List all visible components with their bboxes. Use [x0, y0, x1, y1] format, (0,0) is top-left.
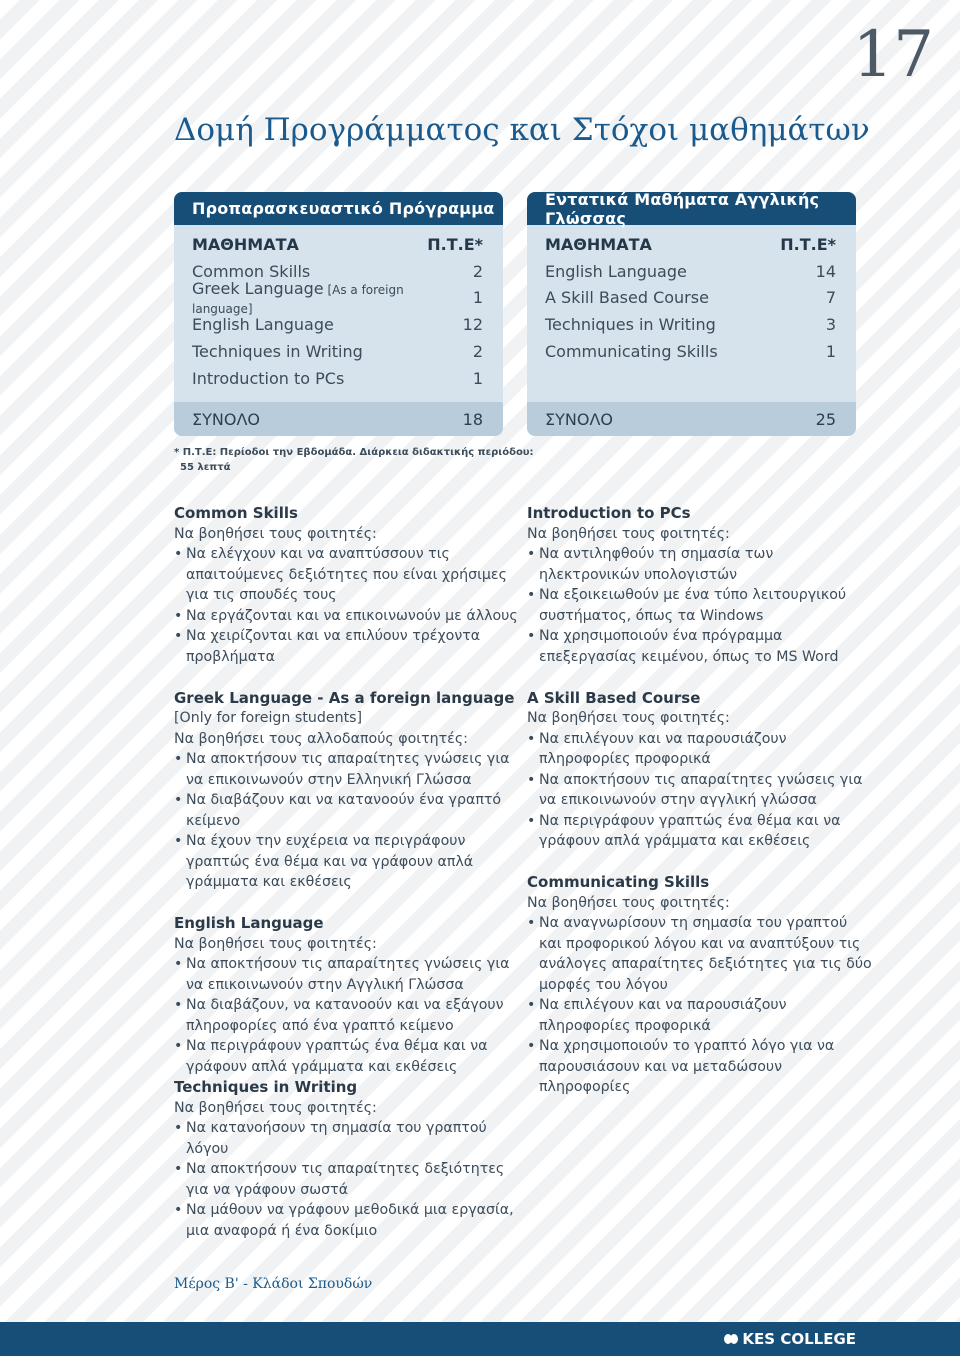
subject-name: Communicating Skills	[545, 342, 718, 362]
list-item: • Να εργάζονται και να επικοινωνούν με άλλους	[174, 606, 519, 627]
subject-name: Techniques in Writing	[192, 342, 363, 362]
section-intro: Να βοηθήσει τους φοιτητές:	[527, 710, 730, 726]
periods-value: 1	[472, 288, 483, 308]
section-caption: Μέρος Β' - Κλάδοι Σπουδών	[174, 1276, 373, 1292]
list-item: • Να επιλέγουν και να παρουσιάζουν πληροφορίες προφορικά	[527, 995, 872, 1036]
table-header: Προπαρασκευαστικό Πρόγραμμα	[174, 192, 503, 225]
list-item: • Να χρησιμοποιούν το γραπτό λόγο για να παρουσιάσουν και να μεταδώσουν πληροφορίες	[527, 1036, 872, 1098]
list-item: • Να περιγράφουν γραπτώς ένα θέμα και να γράφουν απλά γράμματα και εκθέσεις	[527, 811, 872, 852]
section-intro: Να βοηθήσει τους φοιτητές:	[174, 1099, 377, 1116]
total-label: ΣΥΝΟΛΟ	[192, 409, 260, 429]
table-column-headers	[192, 231, 483, 258]
section-title: Greek Language - As a foreign language	[174, 688, 515, 707]
list-item: • Να αναγνωρίσουν τη σημασία του γραπτού και προφορικού λόγου και να αναπτύξουν τις ανάλογες απαραίτητες δεξιότητες για τις δύο μορφές του λόγου	[527, 913, 872, 995]
course-section-communicating-skills	[527, 872, 872, 1098]
list-item: • Να διαβάζουν, να κατανοούν και να εξάγουν πληροφορίες από ένα γραπτό κείμενο	[174, 995, 519, 1036]
subject-note: [As a foreign language]	[192, 283, 404, 316]
list-item: • Να εξοικειωθούν με ένα τύπο λειτουργικού συστήματος, όπως τα Windows	[527, 585, 872, 626]
list-item: • Να έχουν την ευχέρεια να περιγράφουν γραπτώς ένα θέμα και να γράφουν απλά γράμματα και εκθέσεις	[174, 831, 519, 893]
table-total-row	[174, 402, 503, 436]
periods-value: 12	[462, 315, 483, 335]
total-label: ΣΥΝΟΛΟ	[545, 409, 613, 429]
section-intro: Να βοηθήσει τους φοιτητές:	[174, 525, 377, 542]
section-subtitle: [Only for foreign students]	[174, 710, 363, 726]
section-intro: Να βοηθήσει τους φοιτητές:	[527, 525, 730, 542]
table-row	[545, 285, 836, 312]
periods-value: 1	[825, 342, 836, 362]
list-item: • Να αποκτήσουν τις απαραίτητες γνώσεις για να επικοινωνούν στην Αγγλική Γλώσσα	[174, 954, 519, 995]
course-section-introduction-to-pcs	[527, 503, 872, 667]
subject-name: Greek Language [As a foreign language]	[192, 279, 404, 316]
column-subject: ΜΑΘΗΜΑΤΑ	[192, 234, 299, 254]
column-subject: ΜΑΘΗΜΑΤΑ	[545, 234, 652, 254]
section-title: English Language	[174, 914, 324, 932]
logo-mark-icon	[724, 1333, 738, 1345]
footer-bar	[0, 1322, 960, 1356]
course-section-skill-based-course	[527, 688, 872, 852]
table-row	[545, 338, 836, 365]
section-title: Introduction to PCs	[527, 504, 691, 522]
course-section-common-skills	[174, 503, 519, 667]
section-intro: Να βοηθήσει τους αλλοδαπούς φοιτητές:	[174, 730, 468, 747]
list-item: • Να διαβάζουν και να κατανοούν ένα γραπτό κείμενο	[174, 790, 519, 831]
list-item: • Να χειρίζονται και να επιλύουν τρέχοντα προβλήματα	[174, 626, 519, 667]
periods-value: 2	[472, 261, 483, 281]
course-section-techniques-in-writing	[174, 1077, 519, 1241]
list-item: • Να κατανοήσουν τη σημασία του γραπτού λόγου	[174, 1118, 519, 1159]
preparatory-program-table	[174, 192, 503, 436]
column-periods: Π.Τ.Ε*	[427, 234, 483, 254]
section-intro: Να βοηθήσει τους φοιτητές:	[174, 935, 377, 952]
periods-value: 7	[825, 288, 836, 308]
kes-college-logo	[724, 1330, 856, 1348]
footnote	[174, 445, 534, 475]
list-item: • Να ελέγχουν και να αναπτύσσουν τις απαιτούμενες δεξιότητες που είναι χρήσιμες για τις σπουδές τους	[174, 544, 519, 606]
table-row	[545, 311, 836, 338]
right-column	[527, 503, 872, 1118]
table-row	[192, 279, 483, 316]
objectives-list	[174, 1118, 519, 1241]
brand-name: KES COLLEGE	[742, 1330, 856, 1348]
objectives-list	[527, 729, 872, 852]
periods-value: 1	[472, 368, 483, 388]
periods-value: 14	[815, 261, 836, 281]
table-total-row	[527, 402, 856, 436]
list-item: • Να αποκτήσουν τις απαραίτητες γνώσεις για να επικοινωνούν στην Ελληνική Γλώσσα	[174, 749, 519, 790]
list-item: • Να αντιληφθούν τη σημασία των ηλεκτρονικών υπολογιστών	[527, 544, 872, 585]
subject-name: English Language	[545, 261, 687, 281]
total-value: 18	[462, 409, 483, 429]
subject-name: A Skill Based Course	[545, 288, 709, 308]
section-intro: Να βοηθήσει τους φοιτητές:	[527, 894, 730, 911]
table-row	[192, 338, 483, 365]
list-item: • Να μάθουν να γράφουν μεθοδικά μια εργασία, μια αναφορά ή ένα δοκίμιο	[174, 1200, 519, 1241]
objectives-list	[174, 544, 519, 667]
list-item: • Να αποκτήσουν τις απαραίτητες δεξιότητες για να γράφουν σωστά	[174, 1159, 519, 1200]
page-number: 17	[852, 18, 934, 92]
page-title: Δομή Προγράμματος και Στόχοι μαθημάτων	[174, 112, 870, 148]
periods-value: 3	[825, 315, 836, 335]
section-title: Techniques in Writing	[174, 1078, 358, 1096]
objectives-list	[174, 954, 519, 1077]
list-item: • Να χρησιμοποιούν ένα πρόγραμμα επεξεργασίας κειμένου, όπως το MS Word	[527, 626, 872, 667]
course-section-greek-language	[174, 688, 519, 893]
footnote-line: 55 λεπτά	[180, 462, 231, 473]
subject-name: Common Skills	[192, 261, 311, 281]
course-section-english-language	[174, 913, 519, 1077]
section-title: A Skill Based Course	[527, 688, 701, 707]
intensive-english-table	[527, 192, 856, 436]
table-header: Εντατικά Μαθήματα Αγγλικής Γλώσσας	[527, 192, 856, 225]
table-row	[192, 365, 483, 392]
subject-name: Techniques in Writing	[545, 315, 716, 335]
left-column	[174, 503, 519, 1262]
list-item: • Να περιγράφουν γραπτώς ένα θέμα και να γράφουν απλά γράμματα και εκθέσεις	[174, 1036, 519, 1077]
objectives-list	[174, 749, 519, 893]
subject-name: Introduction to PCs	[192, 368, 345, 388]
objectives-list	[527, 913, 872, 1098]
total-value: 25	[815, 409, 836, 429]
objectives-list	[527, 544, 872, 667]
section-title: Common Skills	[174, 504, 298, 522]
list-item: • Να αποκτήσουν τις απαραίτητες γνώσεις για να επικοινωνούν στην αγγλική γλώσσα	[527, 770, 872, 811]
footnote-line: * Π.Τ.Ε: Περίοδοι την Εβδομάδα. Διάρκεια διδακτικής περιόδου:	[174, 447, 534, 458]
periods-value: 2	[472, 342, 483, 362]
table-column-headers	[545, 231, 836, 258]
subject-name: English Language	[192, 315, 334, 335]
table-row	[545, 258, 836, 285]
list-item: • Να επιλέγουν και να παρουσιάζουν πληροφορίες προφορικά	[527, 729, 872, 770]
column-periods: Π.Τ.Ε*	[780, 234, 836, 254]
section-title: Communicating Skills	[527, 873, 710, 891]
